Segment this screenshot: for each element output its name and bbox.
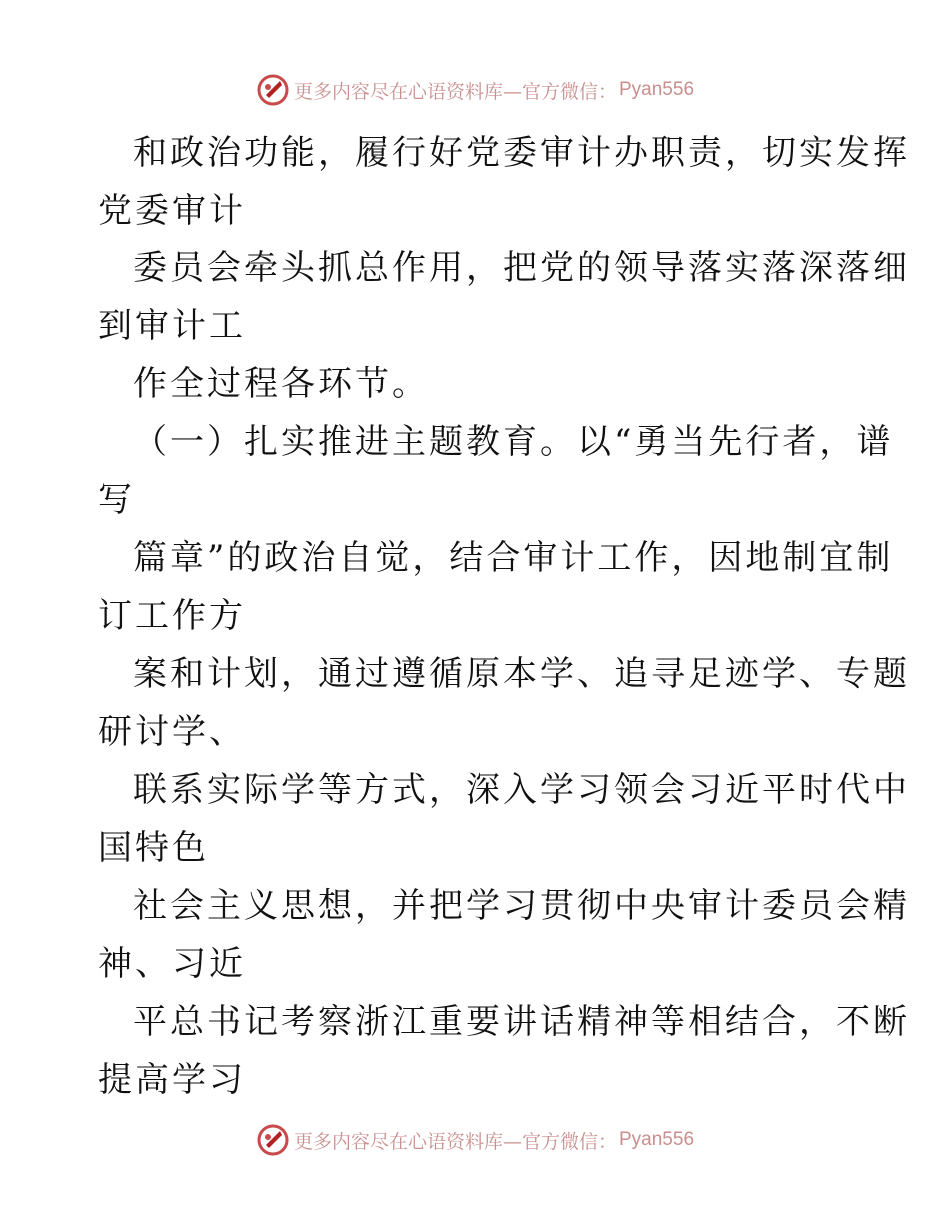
footer-text: 更多内容尽在心语资料库—官方微信： [293, 1130, 617, 1153]
text-line: 订工作方 [98, 596, 246, 636]
text-line: 联系实际学等方式，深入学习领会习近平时代中 [133, 770, 910, 810]
text-line: 到审计工 [98, 306, 246, 346]
header-text: 更多内容尽在心语资料库—官方微信： [293, 80, 617, 103]
header-banner [0, 70, 950, 110]
text-line: 提高学习 [98, 1060, 246, 1100]
text-line: 作全过程各环节。 [133, 364, 429, 404]
text-line: 党委审计 [98, 191, 246, 231]
text-line: 写 [98, 480, 135, 520]
text-line: 平总书记考察浙江重要讲话精神等相结合，不断 [133, 1002, 910, 1042]
text-line: 神、习近 [98, 944, 246, 984]
text-line: 委员会牵头抓总作用，把党的领导落实落深落细 [133, 248, 910, 288]
text-line: 国特色 [98, 828, 209, 868]
footer-banner [0, 1120, 950, 1160]
text-line: 研讨学、 [98, 712, 246, 752]
text-line: 和政治功能，履行好党委审计办职责，切实发挥 [133, 133, 910, 173]
text-line: 篇章”的政治自觉，结合审计工作，因地制宜制 [133, 538, 894, 578]
text-line: （一）扎实推进主题教育。以“勇当先行者，谱 [133, 422, 894, 462]
logo-icon [256, 73, 290, 107]
text-line: 案和计划，通过遵循原本学、追寻足迹学、专题 [133, 654, 910, 694]
footer-wechat-id: Pyan556 [619, 1129, 695, 1150]
text-line: 社会主义思想，并把学习贯彻中央审计委员会精 [133, 886, 910, 926]
logo-icon [256, 1123, 290, 1157]
header-wechat-id: Pyan556 [619, 79, 695, 100]
